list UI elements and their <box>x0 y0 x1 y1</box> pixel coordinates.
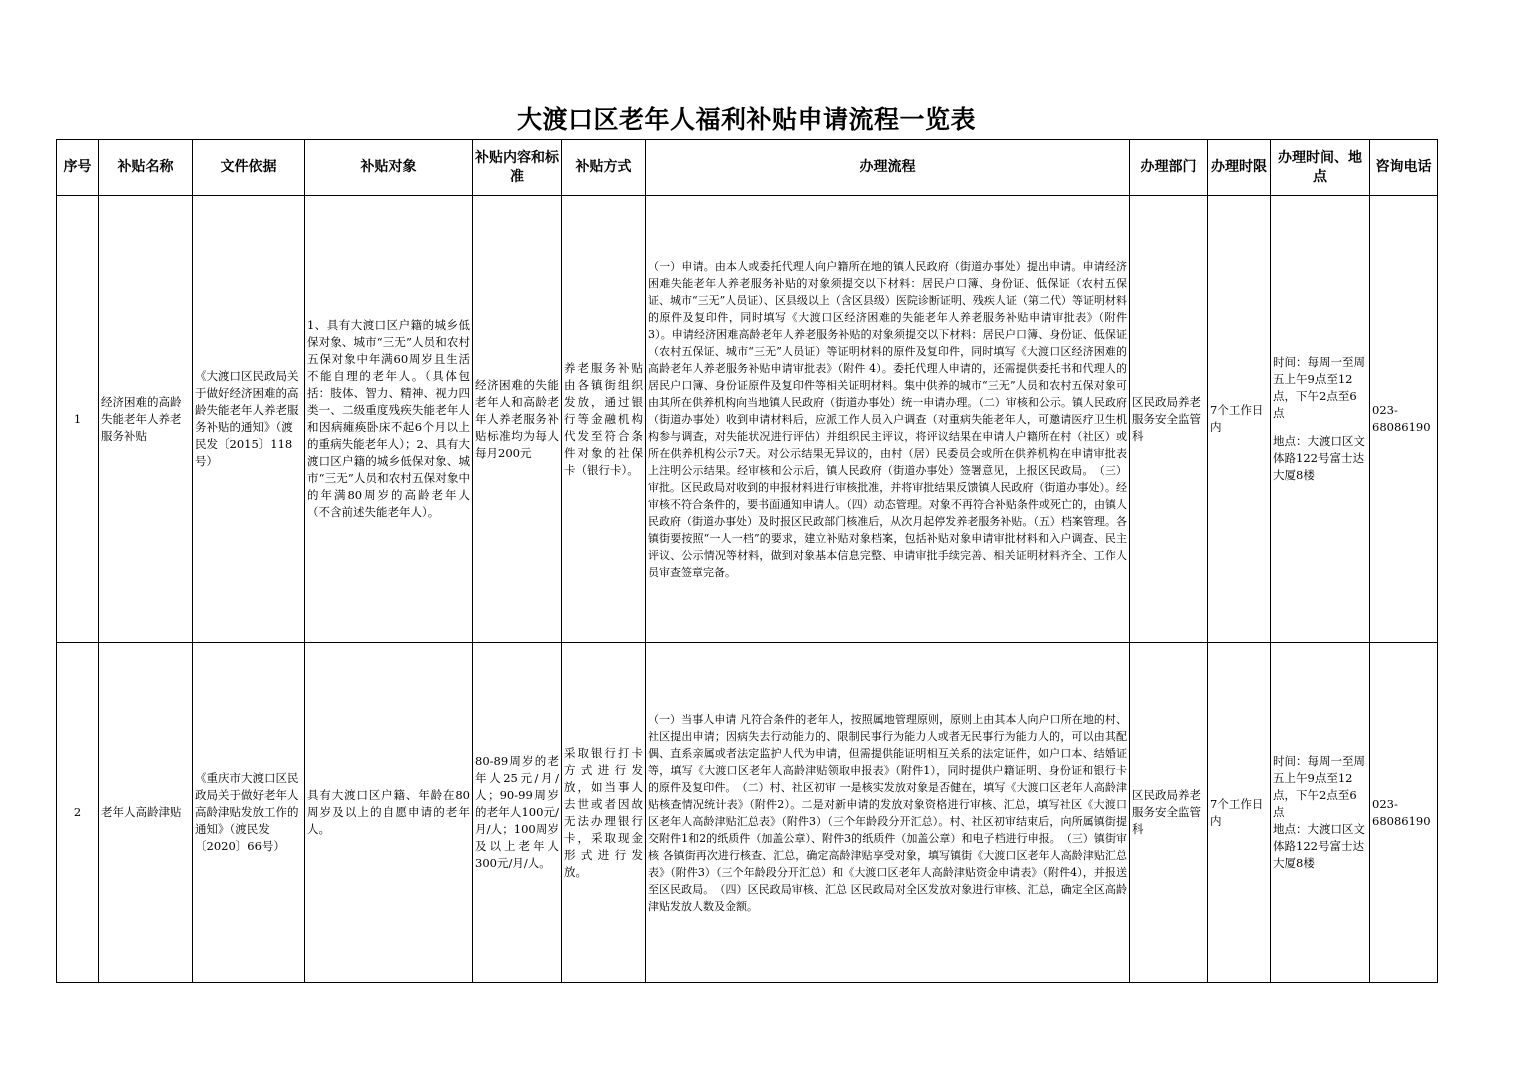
header-method: 补贴方式 <box>562 140 646 196</box>
row-office-hours: 时间：每周一至周五上午9点至12点，下午2点至6点 <box>1273 355 1365 420</box>
row-subsidy-method: 采取银行打卡方式进行发放，如当事人去世或者因故无法办理银行卡，采取现金形式进行发放。 <box>562 643 646 983</box>
row-phone: 023-68086190 <box>1370 643 1438 983</box>
document-title: 大渡口区老年人福利补贴申请流程一览表 <box>516 105 976 134</box>
header-dept: 办理部门 <box>1130 140 1208 196</box>
header-name: 补贴名称 <box>99 140 193 196</box>
row-office-hours: 时间：每周一至周五上午9点至12点，下午2点至6点 <box>1273 754 1365 819</box>
row-subsidy-standard: 经济困难的失能老年人和高龄老年人养老服务补贴标准均为每人每月200元 <box>473 196 562 643</box>
header-process: 办理流程 <box>646 140 1130 196</box>
row-department: 区民政局养老服务安全监管科 <box>1130 196 1208 643</box>
row-department: 区民政局养老服务安全监管科 <box>1130 643 1208 983</box>
row-seq: 2 <box>57 643 99 983</box>
row-process-flow: （一）当事人申请 凡符合条件的老年人，按照属地管理原则，原则上由其本人向户口所在地的村、社区提出申请；因病失去行动能力的、限制民事行为能力人或者无民事行为能力人的，可以由其配偶、直系亲属或者法定监护人代为申请，但需提供能证明相互关系的法定证件，如户口本、结婚证等，填写《大渡口区老年人高龄津贴领取申报表》（附件1），同时提供户籍证明、身份证和银行卡的原件及复印件。 （二）村、社区初审 一是核实发放对象是否健在，填写《大渡口区老年人高龄津贴核查情况统计表》（附件2）。二是对新申请的发放对象资格进行审核、汇总，填写社区《大渡口区老年人高龄津贴汇总表》（附件3）（三个年龄段分开汇总）。村、社区初审结束后，向所属镇街提交附件1和2的纸质件（加盖公章）、附件3的纸质件（加盖公章）和电子档进行申报。 （三）镇街审核 各镇街再次进行核查、汇总，确定高龄津贴享受对象，填写镇街《大渡口区老年人高龄津贴汇总表》（附件3）（三个年龄段分开汇总）和《大渡口区老年人高龄津贴资金申请表》（附件4），并报送至区民政局。 （四）区民政局审核、汇总 区民政局对全区发放对象进行审核、汇总，确定全区高龄津贴发放人数及金额。 <box>646 643 1130 983</box>
row-subsidy-name: 老年人高龄津贴 <box>99 643 193 983</box>
row-subsidy-standard: 80-89周岁的老年人25元/月/人；90-99周岁的老年人100元/月/人；100周岁及以上老年人300元/月/人。 <box>473 643 562 983</box>
table-header-row <box>57 140 1438 196</box>
row-phone: 023-68086190 <box>1370 196 1438 643</box>
row-subsidy-method: 养老服务补贴由各镇街组织发放，通过银行等金融机构代发至符合条件对象的社保卡（银行卡）。 <box>562 196 646 643</box>
table-row <box>57 196 1438 643</box>
row-document-basis: 《大渡口区民政局关于做好经济困难的高龄失能老年人养老服务补贴的通知》（渡民发〔2015〕118号） <box>193 196 305 643</box>
header-limit: 办理时限 <box>1208 140 1271 196</box>
row-office-address: 地点：大渡口区文体路122号富士达大厦8楼 <box>1273 822 1365 870</box>
header-time-place: 办理时间、地点 <box>1271 140 1370 196</box>
header-standard: 补贴内容和标准 <box>473 140 562 196</box>
header-phone: 咨询电话 <box>1370 140 1438 196</box>
subsidy-process-table <box>56 139 1438 983</box>
row-seq: 1 <box>57 196 99 643</box>
row-document-basis: 《重庆市大渡口区民政局关于做好老年人高龄津贴发放工作的通知》（渡民发〔2020〕66号） <box>193 643 305 983</box>
row-time-limit: 7个工作日内 <box>1208 643 1271 983</box>
row-time-place <box>1271 196 1370 643</box>
row-process-flow: （一）申请。由本人或委托代理人向户籍所在地的镇人民政府（街道办事处）提出申请。申请经济困难失能老年人养老服务补贴的对象须提交以下材料：居民户口簿、身份证、低保证（农村五保证、城市“三无”人员证）、区县级以上（含区县级）医院诊断证明、残疾人证（第二代）等证明材料的原件及复印件，同时填写《大渡口区经济困难的失能老年人养老服务补贴申请审批表》（附件3）。申请经济困难高龄老年人养老服务补贴的对象须提交以下材料：居民户口簿、身份证、低保证（农村五保证、城市“三无”人员证）等证明材料的原件及复印件，同时填写《大渡口区经济困难的高龄老年人养老服务补贴申请审批表》（附件 4）。委托代理人申请的，还需提供委托书和代理人的居民户口簿、身份证原件及复印件等相关证明材料。集中供养的城市“三无”人员和农村五保对象可由其所在供养机构向当地镇人民政府（街道办事处）统一申请办理。（二）审核和公示。镇人民政府（街道办事处）收到申请材料后，应派工作人员入户调查（对重病失能老年人，可邀请医疗卫生机构参与调查，对失能状况进行评估）并组织民主评议，将评议结果在申请人户籍所在村（社区）或所在供养机构公示7天。对公示结果无异议的，由村（居）民委员会或所在供养机构在申请审批表上注明公示结果。经审核和公示后，镇人民政府（街道办事处）签署意见，上报区民政局。 （三）审批。区民政局对收到的申报材料进行审核批准，并将审批结果反馈镇人民政府（街道办事处）。经审核不符合条件的，要书面通知申请人。（四）动态管理。对象不再符合补贴条件或死亡的，由镇人民政府（街道办事处）及时报区民政部门核准后，从次月起停发养老服务补贴。（五）档案管理。各镇街要按照“一人一档”的要求，建立补贴对象档案，包括补贴对象申请审批材料和入户调查、民主评议、公示情况等材料，做到对象基本信息完整、申请审批手续完善、相关证明材料齐全、工作人员审查签章完备。 <box>646 196 1130 643</box>
row-subsidy-target: 1、具有大渡口区户籍的城乡低保对象、城市“三无”人员和农村五保对象中年满60周岁且生活不能自理的老年人。（具体包括：肢体、智力、精神、视力四类一、二级重度残疾失能老年人和因病瘫痪卧床不起6个月以上的重病失能老年人）；2、具有大渡口区户籍的城乡低保对象、城市“三无”人员和农村五保对象中的年满80周岁的高龄老年人（不含前述失能老年人）。 <box>305 196 473 643</box>
row-time-place <box>1271 643 1370 983</box>
row-subsidy-target: 具有大渡口区户籍、年龄在80周岁及以上的自愿申请的老年人。 <box>305 643 473 983</box>
table-row <box>57 643 1438 983</box>
row-office-address: 地点：大渡口区文体路122号富士达大厦8楼 <box>1273 434 1365 482</box>
row-subsidy-name: 经济困难的高龄失能老年人养老服务补贴 <box>99 196 193 643</box>
header-seq: 序号 <box>57 140 99 196</box>
header-basis: 文件依据 <box>193 140 305 196</box>
row-time-limit: 7个工作日内 <box>1208 196 1271 643</box>
header-target: 补贴对象 <box>305 140 473 196</box>
